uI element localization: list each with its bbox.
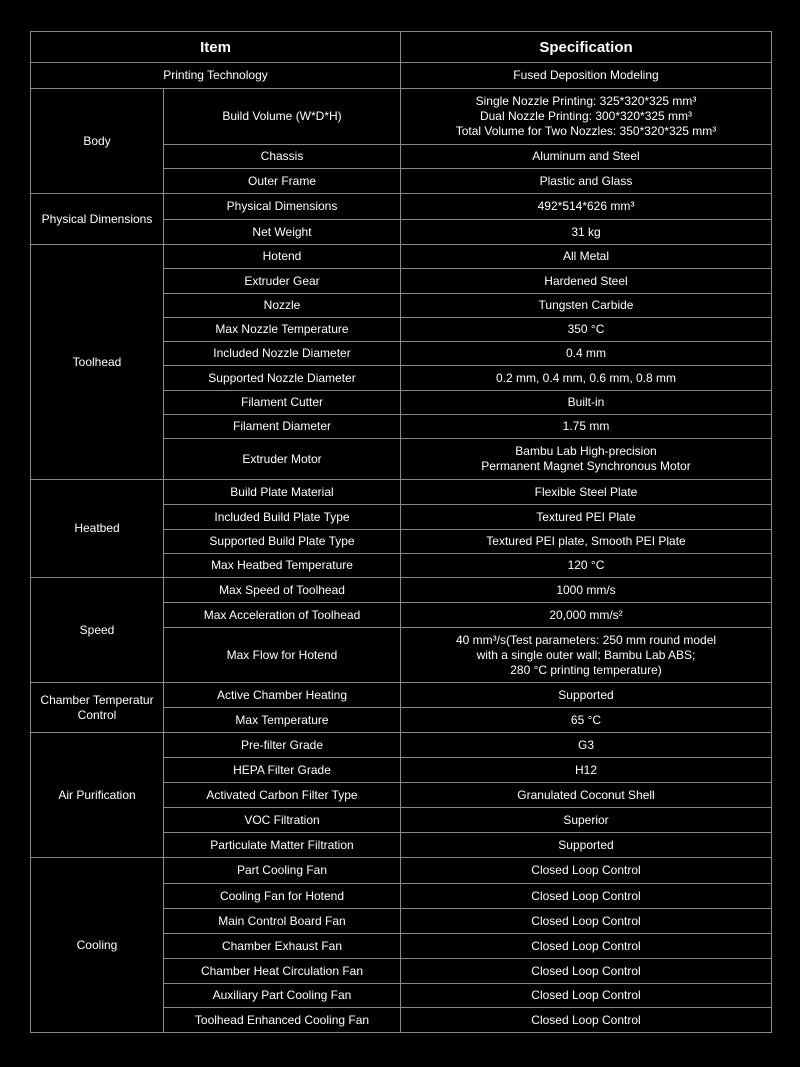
- spec-value: Single Nozzle Printing: 325*320*325 mm³ Dual Nozzle Printing: 300*320*325 mm³ Total Volume for Two Nozzles: 350*320*325 mm³: [401, 89, 772, 145]
- spec-table: [30, 31, 772, 1033]
- spec-label: Extruder Gear: [164, 269, 401, 294]
- table-row: [31, 245, 772, 269]
- spec-label: Active Chamber Heating: [164, 683, 401, 708]
- table-row: [31, 578, 772, 603]
- spec-value: Closed Loop Control: [401, 984, 772, 1008]
- table-row: [31, 89, 772, 145]
- spec-value: Closed Loop Control: [401, 934, 772, 959]
- spec-label: Printing Technology: [31, 63, 401, 89]
- spec-value: 40 mm³/s(Test parameters: 250 mm round model with a single outer wall; Bambu Lab ABS; 280 °C printing temperature): [401, 628, 772, 683]
- spec-label: Toolhead Enhanced Cooling Fan: [164, 1008, 401, 1033]
- spec-value: 0.4 mm: [401, 342, 772, 366]
- spec-label: Part Cooling Fan: [164, 858, 401, 884]
- spec-label: Chamber Exhaust Fan: [164, 934, 401, 959]
- spec-label: Max Temperature: [164, 708, 401, 733]
- spec-label: Max Heatbed Temperature: [164, 554, 401, 578]
- spec-label: Supported Nozzle Diameter: [164, 366, 401, 391]
- spec-label: Net Weight: [164, 220, 401, 245]
- spec-label: Hotend: [164, 245, 401, 269]
- spec-value: 20,000 mm/s²: [401, 603, 772, 628]
- spec-label: Outer Frame: [164, 169, 401, 194]
- spec-label: Auxiliary Part Cooling Fan: [164, 984, 401, 1008]
- spec-label: Filament Cutter: [164, 391, 401, 415]
- spec-value: Closed Loop Control: [401, 884, 772, 909]
- spec-label: Pre-filter Grade: [164, 733, 401, 758]
- spec-value: Built-in: [401, 391, 772, 415]
- spec-value: Aluminum and Steel: [401, 145, 772, 169]
- spec-value: Closed Loop Control: [401, 1008, 772, 1033]
- spec-value: All Metal: [401, 245, 772, 269]
- spec-label: Activated Carbon Filter Type: [164, 783, 401, 808]
- spec-value: 350 °C: [401, 318, 772, 342]
- group-label-chamber: Chamber Temperatur Control: [31, 683, 164, 733]
- spec-label: VOC Filtration: [164, 808, 401, 833]
- spec-label: Max Nozzle Temperature: [164, 318, 401, 342]
- spec-label: Supported Build Plate Type: [164, 530, 401, 554]
- spec-label: Build Plate Material: [164, 480, 401, 505]
- group-label-speed: Speed: [31, 578, 164, 683]
- spec-label: Chassis: [164, 145, 401, 169]
- table-row: [31, 63, 772, 89]
- spec-label: Included Build Plate Type: [164, 505, 401, 530]
- spec-value: Plastic and Glass: [401, 169, 772, 194]
- spec-label: Cooling Fan for Hotend: [164, 884, 401, 909]
- group-label-cooling: Cooling: [31, 858, 164, 1033]
- spec-label: Build Volume (W*D*H): [164, 89, 401, 145]
- spec-label: Included Nozzle Diameter: [164, 342, 401, 366]
- spec-value: 492*514*626 mm³: [401, 194, 772, 220]
- group-label-body: Body: [31, 89, 164, 194]
- group-label-air: Air Purification: [31, 733, 164, 858]
- table-row: [31, 480, 772, 505]
- spec-value: Tungsten Carbide: [401, 294, 772, 318]
- spec-value: Hardened Steel: [401, 269, 772, 294]
- spec-label: Particulate Matter Filtration: [164, 833, 401, 858]
- spec-value: Textured PEI plate, Smooth PEI Plate: [401, 530, 772, 554]
- spec-value: 120 °C: [401, 554, 772, 578]
- group-label-toolhead: Toolhead: [31, 245, 164, 480]
- spec-value: G3: [401, 733, 772, 758]
- spec-value: Closed Loop Control: [401, 959, 772, 984]
- spec-label: Main Control Board Fan: [164, 909, 401, 934]
- spec-value: Closed Loop Control: [401, 909, 772, 934]
- table-row: [31, 683, 772, 708]
- spec-label: HEPA Filter Grade: [164, 758, 401, 783]
- spec-label: Max Acceleration of Toolhead: [164, 603, 401, 628]
- spec-value: Textured PEI Plate: [401, 505, 772, 530]
- spec-label: Extruder Motor: [164, 439, 401, 480]
- table-row: [31, 194, 772, 220]
- spec-value: 65 °C: [401, 708, 772, 733]
- spec-value: Bambu Lab High-precision Permanent Magnet Synchronous Motor: [401, 439, 772, 480]
- spec-value: Supported: [401, 683, 772, 708]
- table-row: [31, 733, 772, 758]
- spec-value: 1000 mm/s: [401, 578, 772, 603]
- item-column-header: Item: [31, 32, 401, 63]
- spec-value: Superior: [401, 808, 772, 833]
- spec-label: Max Speed of Toolhead: [164, 578, 401, 603]
- spec-value: H12: [401, 758, 772, 783]
- spec-value: Fused Deposition Modeling: [401, 63, 772, 89]
- spec-value: Closed Loop Control: [401, 858, 772, 884]
- spec-label: Max Flow for Hotend: [164, 628, 401, 683]
- spec-value: Flexible Steel Plate: [401, 480, 772, 505]
- spec-label: Nozzle: [164, 294, 401, 318]
- table-header-row: [31, 32, 772, 63]
- group-label-heatbed: Heatbed: [31, 480, 164, 578]
- spec-value: 0.2 mm, 0.4 mm, 0.6 mm, 0.8 mm: [401, 366, 772, 391]
- spec-value: 31 kg: [401, 220, 772, 245]
- spec-value: 1.75 mm: [401, 415, 772, 439]
- spec-value: Granulated Coconut Shell: [401, 783, 772, 808]
- spec-label: Chamber Heat Circulation Fan: [164, 959, 401, 984]
- spec-label: Filament Diameter: [164, 415, 401, 439]
- specification-column-header: Specification: [401, 32, 772, 63]
- group-label-physical: Physical Dimensions: [31, 194, 164, 245]
- spec-table-body: [31, 32, 772, 1033]
- spec-value: Supported: [401, 833, 772, 858]
- spec-label: Physical Dimensions: [164, 194, 401, 220]
- table-row: [31, 858, 772, 884]
